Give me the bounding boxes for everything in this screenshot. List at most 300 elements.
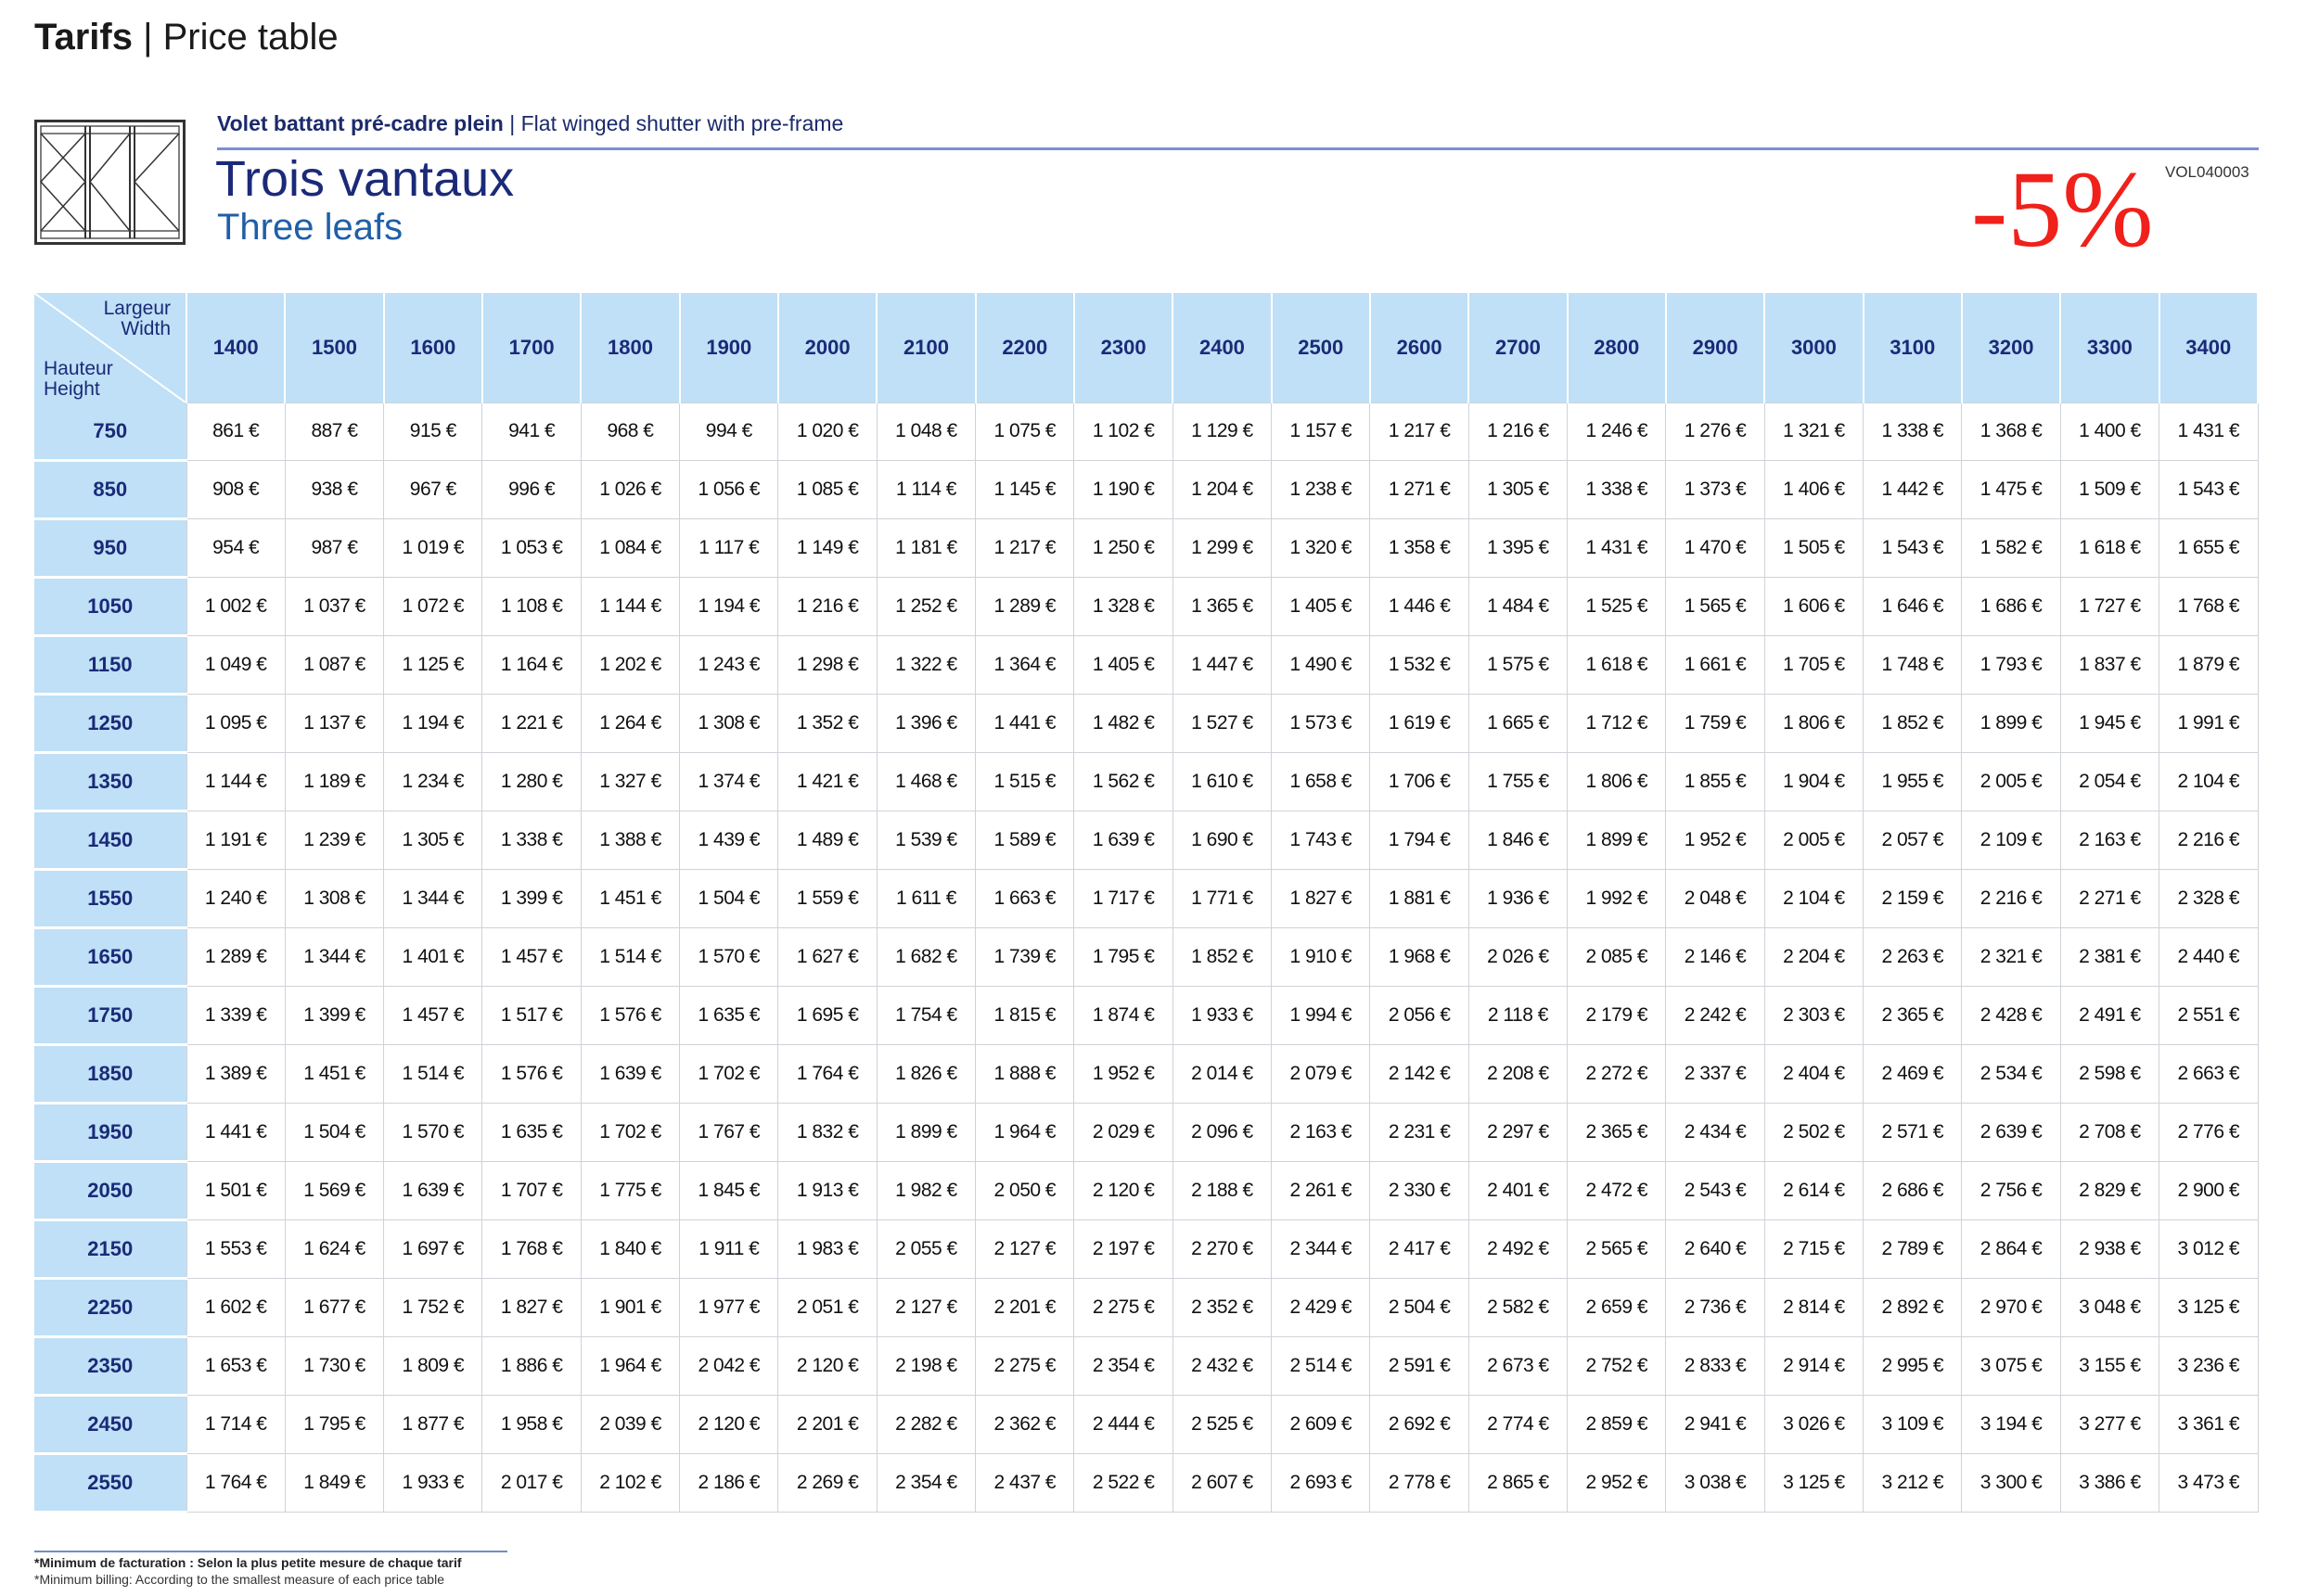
price-cell: 2 056 € bbox=[1370, 986, 1468, 1044]
price-cell: 1 075 € bbox=[976, 403, 1074, 461]
table-row bbox=[34, 869, 2258, 927]
price-cell: 1 489 € bbox=[778, 811, 877, 869]
price-cell: 1 764 € bbox=[778, 1044, 877, 1103]
price-cell: 2 437 € bbox=[976, 1453, 1074, 1512]
price-cell: 1 768 € bbox=[2159, 577, 2258, 635]
price-cell: 2 534 € bbox=[1962, 1044, 2060, 1103]
height-header-2550: 2550 bbox=[34, 1453, 186, 1512]
price-cell: 1 879 € bbox=[2159, 635, 2258, 694]
price-cell: 2 715 € bbox=[1764, 1219, 1863, 1278]
price-cell: 1 108 € bbox=[482, 577, 581, 635]
table-row bbox=[34, 1453, 2258, 1512]
price-cell: 1 739 € bbox=[976, 927, 1074, 986]
price-cell: 1 072 € bbox=[384, 577, 482, 635]
price-cell: 2 120 € bbox=[1074, 1161, 1172, 1219]
price-cell: 1 727 € bbox=[2060, 577, 2159, 635]
table-row bbox=[34, 1161, 2258, 1219]
price-cell: 3 125 € bbox=[1764, 1453, 1863, 1512]
price-cell: 2 686 € bbox=[1864, 1161, 1962, 1219]
price-cell: 2 914 € bbox=[1764, 1336, 1863, 1395]
price-cell: 1 627 € bbox=[778, 927, 877, 986]
price-cell: 1 447 € bbox=[1172, 635, 1271, 694]
price-cell: 1 539 € bbox=[877, 811, 975, 869]
three-leaf-shutter-icon bbox=[34, 120, 186, 245]
price-cell: 2 659 € bbox=[1568, 1278, 1666, 1336]
price-cell: 1 827 € bbox=[1272, 869, 1370, 927]
price-cell: 1 344 € bbox=[285, 927, 383, 986]
price-cell: 1 570 € bbox=[680, 927, 778, 986]
price-cell: 1 405 € bbox=[1074, 635, 1172, 694]
price-cell: 1 202 € bbox=[581, 635, 679, 694]
height-header-1350: 1350 bbox=[34, 752, 186, 811]
price-cell: 1 677 € bbox=[285, 1278, 383, 1336]
price-cell: 2 142 € bbox=[1370, 1044, 1468, 1103]
price-cell: 1 832 € bbox=[778, 1103, 877, 1161]
price-cell: 2 079 € bbox=[1272, 1044, 1370, 1103]
price-cell: 1 514 € bbox=[581, 927, 679, 986]
width-header-2400: 2400 bbox=[1172, 293, 1271, 403]
price-cell: 1 955 € bbox=[1864, 752, 1962, 811]
price-cell: 1 682 € bbox=[877, 927, 975, 986]
price-cell: 1 881 € bbox=[1370, 869, 1468, 927]
price-cell: 1 501 € bbox=[186, 1161, 285, 1219]
price-cell: 2 055 € bbox=[877, 1219, 975, 1278]
price-cell: 1 451 € bbox=[285, 1044, 383, 1103]
price-cell: 1 562 € bbox=[1074, 752, 1172, 811]
price-cell: 941 € bbox=[482, 403, 581, 461]
price-cell: 2 504 € bbox=[1370, 1278, 1468, 1336]
price-cell: 1 365 € bbox=[1172, 577, 1271, 635]
price-cell: 2 163 € bbox=[1272, 1103, 1370, 1161]
price-cell: 994 € bbox=[680, 403, 778, 461]
price-cell: 2 995 € bbox=[1864, 1336, 1962, 1395]
price-cell: 2 444 € bbox=[1074, 1395, 1172, 1453]
table-row bbox=[34, 1044, 2258, 1103]
price-cell: 1 280 € bbox=[482, 752, 581, 811]
price-cell: 3 300 € bbox=[1962, 1453, 2060, 1512]
price-cell: 3 012 € bbox=[2159, 1219, 2258, 1278]
price-cell: 1 702 € bbox=[680, 1044, 778, 1103]
price-cell: 2 186 € bbox=[680, 1453, 778, 1512]
product-name-fr: Trois vantaux bbox=[215, 151, 515, 207]
price-cell: 2 096 € bbox=[1172, 1103, 1271, 1161]
width-header-3100: 3100 bbox=[1864, 293, 1962, 403]
price-cell: 3 361 € bbox=[2159, 1395, 2258, 1453]
price-cell: 1 994 € bbox=[1272, 986, 1370, 1044]
price-cell: 2 127 € bbox=[877, 1278, 975, 1336]
price-cell: 1 992 € bbox=[1568, 869, 1666, 927]
price-cell: 1 374 € bbox=[680, 752, 778, 811]
price-cell: 2 005 € bbox=[1764, 811, 1863, 869]
height-header-950: 950 bbox=[34, 518, 186, 577]
price-cell: 1 217 € bbox=[1370, 403, 1468, 461]
height-header-2450: 2450 bbox=[34, 1395, 186, 1453]
price-cell: 1 276 € bbox=[1666, 403, 1764, 461]
price-cell: 2 050 € bbox=[976, 1161, 1074, 1219]
price-cell: 2 381 € bbox=[2060, 927, 2159, 986]
price-cell: 1 569 € bbox=[285, 1161, 383, 1219]
price-cell: 1 102 € bbox=[1074, 403, 1172, 461]
price-cell: 2 829 € bbox=[2060, 1161, 2159, 1219]
price-cell: 2 417 € bbox=[1370, 1219, 1468, 1278]
price-cell: 1 364 € bbox=[976, 635, 1074, 694]
price-cell: 2 146 € bbox=[1666, 927, 1764, 986]
price-cell: 2 029 € bbox=[1074, 1103, 1172, 1161]
price-cell: 1 388 € bbox=[581, 811, 679, 869]
height-header-2250: 2250 bbox=[34, 1278, 186, 1336]
price-cell: 2 104 € bbox=[2159, 752, 2258, 811]
price-cell: 2 440 € bbox=[2159, 927, 2258, 986]
price-cell: 1 527 € bbox=[1172, 694, 1271, 752]
price-cell: 1 114 € bbox=[877, 460, 975, 518]
height-header-1250: 1250 bbox=[34, 694, 186, 752]
price-cell: 2 048 € bbox=[1666, 869, 1764, 927]
price-cell: 1 846 € bbox=[1468, 811, 1567, 869]
price-cell: 1 406 € bbox=[1764, 460, 1863, 518]
price-cell: 1 618 € bbox=[2060, 518, 2159, 577]
price-cell: 1 216 € bbox=[778, 577, 877, 635]
price-cell: 2 693 € bbox=[1272, 1453, 1370, 1512]
product-category-fr: Volet battant pré-cadre plein bbox=[217, 111, 504, 135]
price-cell: 1 730 € bbox=[285, 1336, 383, 1395]
price-cell: 1 475 € bbox=[1962, 460, 2060, 518]
product-category-en: Flat winged shutter with pre-frame bbox=[520, 111, 844, 135]
height-label-fr: Hauteur bbox=[44, 357, 113, 379]
price-cell: 1 764 € bbox=[186, 1453, 285, 1512]
price-table bbox=[34, 293, 2259, 1513]
price-cell: 2 005 € bbox=[1962, 752, 2060, 811]
price-cell: 1 002 € bbox=[186, 577, 285, 635]
price-cell: 1 442 € bbox=[1864, 460, 1962, 518]
table-row bbox=[34, 1395, 2258, 1453]
price-cell: 1 767 € bbox=[680, 1103, 778, 1161]
price-cell: 1 431 € bbox=[1568, 518, 1666, 577]
price-cell: 1 877 € bbox=[384, 1395, 482, 1453]
price-cell: 2 039 € bbox=[581, 1395, 679, 1453]
price-cell: 1 431 € bbox=[2159, 403, 2258, 461]
height-header-1950: 1950 bbox=[34, 1103, 186, 1161]
price-cell: 2 352 € bbox=[1172, 1278, 1271, 1336]
price-cell: 1 933 € bbox=[1172, 986, 1271, 1044]
price-cell: 1 020 € bbox=[778, 403, 877, 461]
price-cell: 1 137 € bbox=[285, 694, 383, 752]
price-cell: 1 181 € bbox=[877, 518, 975, 577]
price-cell: 1 439 € bbox=[680, 811, 778, 869]
price-cell: 2 502 € bbox=[1764, 1103, 1863, 1161]
price-cell: 1 026 € bbox=[581, 460, 679, 518]
price-cell: 1 056 € bbox=[680, 460, 778, 518]
price-cell: 1 658 € bbox=[1272, 752, 1370, 811]
price-cell: 1 899 € bbox=[1962, 694, 2060, 752]
price-cell: 1 517 € bbox=[482, 986, 581, 1044]
price-cell: 1 952 € bbox=[1074, 1044, 1172, 1103]
price-cell: 1 690 € bbox=[1172, 811, 1271, 869]
price-cell: 1 695 € bbox=[778, 986, 877, 1044]
price-cell: 2 014 € bbox=[1172, 1044, 1271, 1103]
price-cell: 1 806 € bbox=[1568, 752, 1666, 811]
price-cell: 2 778 € bbox=[1370, 1453, 1468, 1512]
price-cell: 1 752 € bbox=[384, 1278, 482, 1336]
product-name-en: Three leafs bbox=[217, 207, 404, 248]
price-cell: 1 368 € bbox=[1962, 403, 2060, 461]
width-header-row bbox=[34, 293, 2258, 403]
price-cell: 1 049 € bbox=[186, 635, 285, 694]
price-cell: 2 434 € bbox=[1666, 1103, 1764, 1161]
price-cell: 1 826 € bbox=[877, 1044, 975, 1103]
price-cell: 1 635 € bbox=[680, 986, 778, 1044]
height-header-2350: 2350 bbox=[34, 1336, 186, 1395]
price-cell: 2 109 € bbox=[1962, 811, 2060, 869]
price-cell: 3 038 € bbox=[1666, 1453, 1764, 1512]
price-cell: 1 145 € bbox=[976, 460, 1074, 518]
price-cell: 1 250 € bbox=[1074, 518, 1172, 577]
width-header-2000: 2000 bbox=[778, 293, 877, 403]
price-cell: 2 609 € bbox=[1272, 1395, 1370, 1453]
footnote-en: *Minimum billing: According to the smallest measure of each price table bbox=[34, 1572, 444, 1587]
width-header-2300: 2300 bbox=[1074, 293, 1172, 403]
price-cell: 1 646 € bbox=[1864, 577, 1962, 635]
price-cell: 1 441 € bbox=[976, 694, 1074, 752]
width-header-1400: 1400 bbox=[186, 293, 285, 403]
price-cell: 1 945 € bbox=[2060, 694, 2159, 752]
price-cell: 1 602 € bbox=[186, 1278, 285, 1336]
price-cell: 1 793 € bbox=[1962, 635, 2060, 694]
price-cell: 2 551 € bbox=[2159, 986, 2258, 1044]
price-cell: 1 845 € bbox=[680, 1161, 778, 1219]
price-cell: 1 252 € bbox=[877, 577, 975, 635]
price-cell: 1 768 € bbox=[482, 1219, 581, 1278]
price-cell: 2 865 € bbox=[1468, 1453, 1567, 1512]
price-cell: 1 457 € bbox=[384, 986, 482, 1044]
price-cell: 1 806 € bbox=[1764, 694, 1863, 752]
price-cell: 1 194 € bbox=[384, 694, 482, 752]
price-cell: 2 275 € bbox=[976, 1336, 1074, 1395]
price-cell: 2 231 € bbox=[1370, 1103, 1468, 1161]
height-header-1050: 1050 bbox=[34, 577, 186, 635]
price-cell: 2 970 € bbox=[1962, 1278, 2060, 1336]
price-cell: 1 809 € bbox=[384, 1336, 482, 1395]
price-cell: 1 983 € bbox=[778, 1219, 877, 1278]
price-cell: 1 874 € bbox=[1074, 986, 1172, 1044]
price-cell: 1 936 € bbox=[1468, 869, 1567, 927]
price-cell: 2 042 € bbox=[680, 1336, 778, 1395]
price-cell: 1 515 € bbox=[976, 752, 1074, 811]
price-cell: 2 297 € bbox=[1468, 1103, 1567, 1161]
price-cell: 1 129 € bbox=[1172, 403, 1271, 461]
price-cell: 1 482 € bbox=[1074, 694, 1172, 752]
price-cell: 2 525 € bbox=[1172, 1395, 1271, 1453]
price-cell: 908 € bbox=[186, 460, 285, 518]
price-cell: 3 194 € bbox=[1962, 1395, 2060, 1453]
price-cell: 1 084 € bbox=[581, 518, 679, 577]
price-cell: 1 234 € bbox=[384, 752, 482, 811]
price-cell: 2 242 € bbox=[1666, 986, 1764, 1044]
price-cell: 1 144 € bbox=[186, 752, 285, 811]
price-cell: 1 373 € bbox=[1666, 460, 1764, 518]
price-cell: 2 261 € bbox=[1272, 1161, 1370, 1219]
price-cell: 2 492 € bbox=[1468, 1219, 1567, 1278]
price-cell: 915 € bbox=[384, 403, 482, 461]
width-label-fr: Largeur bbox=[103, 298, 171, 319]
price-cell: 2 365 € bbox=[1864, 986, 1962, 1044]
page-title-bold: Tarifs bbox=[34, 17, 133, 57]
price-cell: 1 338 € bbox=[482, 811, 581, 869]
price-cell: 1 399 € bbox=[482, 869, 581, 927]
price-cell: 2 159 € bbox=[1864, 869, 1962, 927]
price-cell: 1 705 € bbox=[1764, 635, 1863, 694]
height-header-1650: 1650 bbox=[34, 927, 186, 986]
price-cell: 1 565 € bbox=[1666, 577, 1764, 635]
price-cell: 1 401 € bbox=[384, 927, 482, 986]
price-cell: 1 619 € bbox=[1370, 694, 1468, 752]
price-cell: 1 117 € bbox=[680, 518, 778, 577]
price-cell: 1 164 € bbox=[482, 635, 581, 694]
price-cell: 1 570 € bbox=[384, 1103, 482, 1161]
price-cell: 1 575 € bbox=[1468, 635, 1567, 694]
price-cell: 3 386 € bbox=[2060, 1453, 2159, 1512]
height-header-1550: 1550 bbox=[34, 869, 186, 927]
price-cell: 2 188 € bbox=[1172, 1161, 1271, 1219]
price-cell: 1 144 € bbox=[581, 577, 679, 635]
price-cell: 2 275 € bbox=[1074, 1278, 1172, 1336]
price-cell: 2 774 € bbox=[1468, 1395, 1567, 1453]
price-cell: 1 484 € bbox=[1468, 577, 1567, 635]
price-cell: 2 639 € bbox=[1962, 1103, 2060, 1161]
price-cell: 2 263 € bbox=[1864, 927, 1962, 986]
price-cell: 2 197 € bbox=[1074, 1219, 1172, 1278]
price-cell: 1 582 € bbox=[1962, 518, 2060, 577]
table-row bbox=[34, 927, 2258, 986]
price-cell: 1 952 € bbox=[1666, 811, 1764, 869]
height-header-1850: 1850 bbox=[34, 1044, 186, 1103]
price-cell: 1 795 € bbox=[285, 1395, 383, 1453]
price-cell: 1 289 € bbox=[186, 927, 285, 986]
price-cell: 2 814 € bbox=[1764, 1278, 1863, 1336]
price-cell: 1 610 € bbox=[1172, 752, 1271, 811]
price-cell: 2 582 € bbox=[1468, 1278, 1567, 1336]
price-cell: 1 344 € bbox=[384, 869, 482, 927]
price-cell: 2 354 € bbox=[877, 1453, 975, 1512]
price-cell: 1 216 € bbox=[1468, 403, 1567, 461]
price-cell: 1 322 € bbox=[877, 635, 975, 694]
price-cell: 2 163 € bbox=[2060, 811, 2159, 869]
price-cell: 2 344 € bbox=[1272, 1219, 1370, 1278]
price-cell: 1 911 € bbox=[680, 1219, 778, 1278]
table-row bbox=[34, 694, 2258, 752]
price-cell: 967 € bbox=[384, 460, 482, 518]
price-cell: 1 532 € bbox=[1370, 635, 1468, 694]
price-cell: 2 328 € bbox=[2159, 869, 2258, 927]
price-cell: 1 913 € bbox=[778, 1161, 877, 1219]
price-cell: 1 053 € bbox=[482, 518, 581, 577]
price-cell: 2 789 € bbox=[1864, 1219, 1962, 1278]
price-cell: 1 085 € bbox=[778, 460, 877, 518]
price-cell: 1 655 € bbox=[2159, 518, 2258, 577]
width-header-2900: 2900 bbox=[1666, 293, 1764, 403]
price-cell: 2 859 € bbox=[1568, 1395, 1666, 1453]
price-cell: 2 864 € bbox=[1962, 1219, 2060, 1278]
price-cell: 2 428 € bbox=[1962, 986, 2060, 1044]
price-cell: 1 157 € bbox=[1272, 403, 1370, 461]
category-separator: | bbox=[503, 111, 521, 135]
price-cell: 1 886 € bbox=[482, 1336, 581, 1395]
price-cell: 2 104 € bbox=[1764, 869, 1863, 927]
price-cell: 996 € bbox=[482, 460, 581, 518]
width-header-2800: 2800 bbox=[1568, 293, 1666, 403]
price-cell: 2 491 € bbox=[2060, 986, 2159, 1044]
price-cell: 1 217 € bbox=[976, 518, 1074, 577]
price-cell: 1 149 € bbox=[778, 518, 877, 577]
price-cell: 2 565 € bbox=[1568, 1219, 1666, 1278]
table-row bbox=[34, 986, 2258, 1044]
price-cell: 2 472 € bbox=[1568, 1161, 1666, 1219]
price-cell: 1 308 € bbox=[680, 694, 778, 752]
price-cell: 1 888 € bbox=[976, 1044, 1074, 1103]
footnote-divider bbox=[34, 1551, 507, 1552]
price-cell: 1 271 € bbox=[1370, 460, 1468, 518]
price-cell: 1 840 € bbox=[581, 1219, 679, 1278]
width-axis-label bbox=[104, 299, 171, 339]
price-cell: 2 198 € bbox=[877, 1336, 975, 1395]
price-cell: 1 204 € bbox=[1172, 460, 1271, 518]
price-cell: 2 179 € bbox=[1568, 986, 1666, 1044]
page-title bbox=[34, 17, 339, 58]
price-cell: 2 673 € bbox=[1468, 1336, 1567, 1395]
width-header-1500: 1500 bbox=[285, 293, 383, 403]
price-cell: 1 964 € bbox=[976, 1103, 1074, 1161]
price-cell: 3 109 € bbox=[1864, 1395, 1962, 1453]
price-cell: 2 938 € bbox=[2060, 1219, 2159, 1278]
title-separator: | bbox=[132, 17, 163, 57]
price-cell: 1 037 € bbox=[285, 577, 383, 635]
table-row bbox=[34, 1103, 2258, 1161]
height-header-1450: 1450 bbox=[34, 811, 186, 869]
price-cell: 1 321 € bbox=[1764, 403, 1863, 461]
table-row bbox=[34, 460, 2258, 518]
price-cell: 1 446 € bbox=[1370, 577, 1468, 635]
price-cell: 1 794 € bbox=[1370, 811, 1468, 869]
price-cell: 2 752 € bbox=[1568, 1336, 1666, 1395]
price-cell: 1 661 € bbox=[1666, 635, 1764, 694]
price-cell: 2 833 € bbox=[1666, 1336, 1764, 1395]
price-cell: 2 404 € bbox=[1764, 1044, 1863, 1103]
price-cell: 2 208 € bbox=[1468, 1044, 1567, 1103]
price-cell: 1 968 € bbox=[1370, 927, 1468, 986]
header-divider bbox=[217, 147, 2259, 150]
price-cell: 1 194 € bbox=[680, 577, 778, 635]
price-cell: 1 702 € bbox=[581, 1103, 679, 1161]
price-cell: 2 321 € bbox=[1962, 927, 2060, 986]
price-cell: 1 320 € bbox=[1272, 518, 1370, 577]
price-cell: 1 396 € bbox=[877, 694, 975, 752]
price-cell: 1 504 € bbox=[285, 1103, 383, 1161]
price-cell: 1 338 € bbox=[1568, 460, 1666, 518]
price-cell: 1 707 € bbox=[482, 1161, 581, 1219]
price-cell: 1 712 € bbox=[1568, 694, 1666, 752]
price-cell: 1 901 € bbox=[581, 1278, 679, 1336]
height-header-1150: 1150 bbox=[34, 635, 186, 694]
price-cell: 2 598 € bbox=[2060, 1044, 2159, 1103]
price-cell: 2 270 € bbox=[1172, 1219, 1271, 1278]
price-cell: 1 451 € bbox=[581, 869, 679, 927]
width-header-1900: 1900 bbox=[680, 293, 778, 403]
price-cell: 2 756 € bbox=[1962, 1161, 2060, 1219]
width-label-en: Width bbox=[121, 318, 171, 339]
price-cell: 1 991 € bbox=[2159, 694, 2258, 752]
price-cell: 1 553 € bbox=[186, 1219, 285, 1278]
table-row bbox=[34, 1219, 2258, 1278]
price-cell: 1 238 € bbox=[1272, 460, 1370, 518]
